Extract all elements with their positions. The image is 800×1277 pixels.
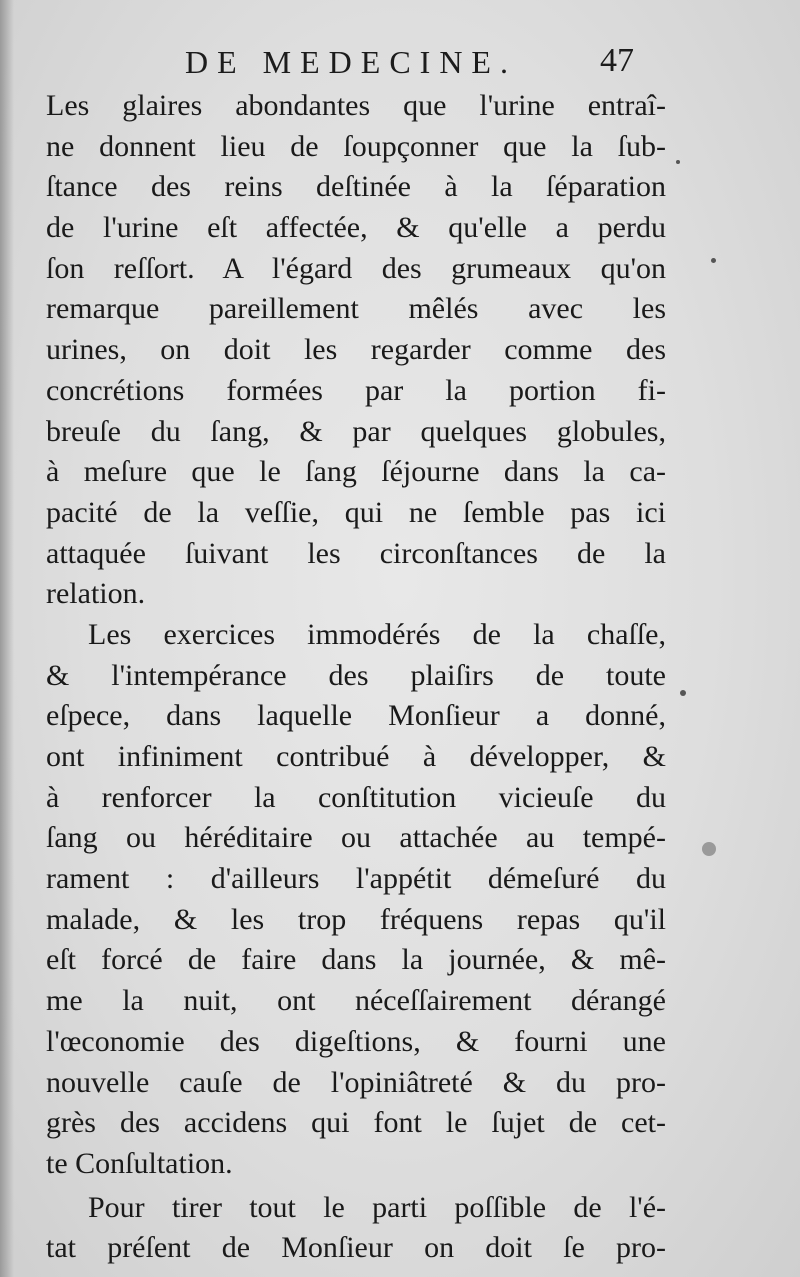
text-line: ſang ou héréditaire ou attachée au tempé- — [46, 821, 666, 855]
text-line: ont infiniment contribué à développer, & — [46, 740, 666, 773]
text-line: breuſe du ſang, & par quelques globules, — [46, 414, 666, 448]
text-line: relation. — [46, 577, 146, 611]
page-edge-shadow — [0, 0, 14, 1277]
page-number: 47 — [600, 42, 634, 79]
text-line: rament : d'ailleurs l'appétit démeſuré du — [46, 862, 666, 896]
text-line: Les glaires abondantes que l'urine entraî- — [46, 89, 666, 122]
text-line: à meſure que le ſang ſéjourne dans la ca- — [46, 455, 666, 489]
text-line: & l'intempérance des plaiſirs de toute — [46, 658, 666, 692]
ink-speck — [676, 160, 680, 164]
text-line: ſon reſſort. A l'égard des grumeaux qu'on — [46, 251, 666, 285]
text-line: à renforcer la conſtitution vicieuſe du — [46, 780, 666, 814]
text-line: attaquée ſuivant les circonſtances de la — [46, 536, 666, 570]
body-text — [46, 86, 666, 1269]
text-line: eſpece, dans laquelle Monſieur a donné, — [46, 699, 666, 733]
text-line: ne donnent lieu de ſoupçonner que la ſub- — [46, 129, 666, 163]
ink-speck — [711, 258, 716, 263]
text-line: Pour tirer tout le parti poſſible de l'é- — [88, 1190, 666, 1224]
text-line: grès des accidens qui font le ſujet de cet- — [46, 1106, 666, 1140]
text-line: l'œconomie des digeſtions, & fourni une — [46, 1024, 666, 1058]
text-line: pacité de la veſſie, qui ne ſemble pas ici — [46, 495, 666, 529]
text-line: me la nuit, ont néceſſairement dérangé — [46, 984, 666, 1018]
text-line: ſtance des reins deſtinée à la ſéparation — [46, 170, 666, 204]
ink-speck — [702, 842, 716, 856]
text-line: urines, on doit les regarder comme des — [46, 333, 666, 367]
page-header — [0, 42, 800, 92]
text-line: remarque pareillement mêlés avec les — [46, 292, 666, 326]
running-title: DE MEDECINE. — [185, 44, 517, 80]
text-line: nouvelle cauſe de l'opiniâtreté & du pro- — [46, 1065, 666, 1099]
text-line: eſt forcé de faire dans la journée, & mê- — [46, 943, 666, 977]
text-line: tat préſent de Monſieur on doit ſe pro- — [46, 1231, 666, 1265]
text-line: malade, & les trop fréquens repas qu'il — [46, 902, 666, 936]
text-line: Les exercices immodérés de la chaſſe, — [88, 617, 666, 651]
text-line: concrétions formées par la portion fi- — [46, 373, 666, 407]
text-line: te Conſultation. — [46, 1146, 233, 1180]
text-line: de l'urine eſt affectée, & qu'elle a perdu — [46, 211, 666, 245]
ink-speck — [680, 690, 686, 696]
